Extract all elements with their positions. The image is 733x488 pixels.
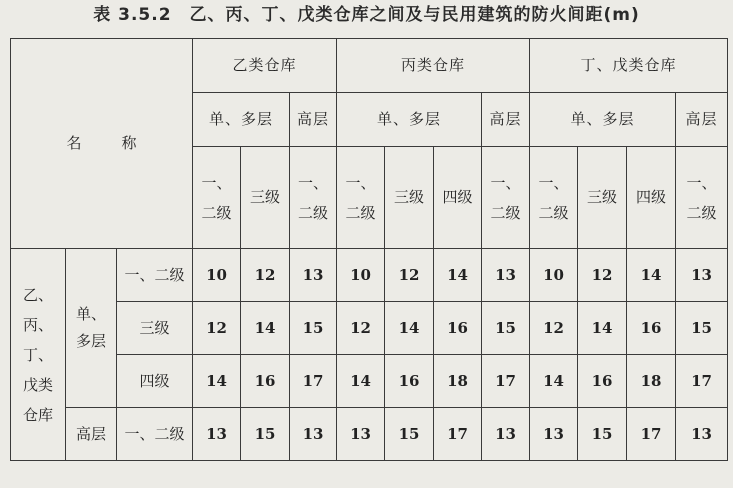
grade-header-ding-3: 三级	[578, 147, 627, 249]
table-cell: 12	[530, 302, 578, 355]
grade-header-bing-4: 四级	[434, 147, 482, 249]
grade-header-bing-12	[337, 147, 385, 249]
table-cell: 12	[241, 249, 290, 302]
table-cell: 16	[385, 355, 434, 408]
grade-12-line2: 二级	[538, 203, 569, 222]
table-cell: 13	[337, 408, 385, 461]
table-cell: 13	[530, 408, 578, 461]
table-cell: 16	[578, 355, 627, 408]
table-cell: 18	[434, 355, 482, 408]
table-cell: 14	[385, 302, 434, 355]
group-header-ding: 丁、戊类仓库	[530, 39, 728, 93]
sub-header-yi-multi: 单、多层	[193, 93, 290, 147]
fire-distance-table	[10, 38, 728, 461]
table-cell: 13	[676, 408, 728, 461]
row-header-category	[11, 249, 66, 461]
corner-header	[11, 39, 193, 249]
table-cell: 13	[482, 408, 530, 461]
table-cell: 18	[627, 355, 676, 408]
table-row	[11, 249, 728, 302]
table-cell: 14	[193, 355, 241, 408]
table-cell: 13	[290, 249, 337, 302]
table-cell: 16	[627, 302, 676, 355]
table-cell: 14	[337, 355, 385, 408]
table-cell: 16	[241, 355, 290, 408]
table-cell: 12	[337, 302, 385, 355]
sub-header-bing-multi: 单、多层	[337, 93, 482, 147]
table-row	[11, 302, 728, 355]
grade-12-line1: 一、	[298, 173, 329, 192]
table-cell: 13	[482, 249, 530, 302]
table-row	[11, 355, 728, 408]
table-cell: 10	[530, 249, 578, 302]
row-header-high: 高层	[66, 408, 117, 461]
group-header-bing: 丙类仓库	[337, 39, 530, 93]
table-cell: 14	[530, 355, 578, 408]
header-row-1	[11, 39, 728, 93]
table-caption: 表 3.5.2 乙、丙、丁、戊类仓库之间及与民用建筑的防火间距(m)	[93, 5, 640, 25]
table-cell: 12	[193, 302, 241, 355]
table-cell: 13	[193, 408, 241, 461]
table-cell: 15	[676, 302, 728, 355]
grade-12-line2: 二级	[201, 203, 232, 222]
grade-12-line1: 一、	[201, 173, 232, 192]
corner-label-2: 称	[121, 134, 137, 152]
table-cell: 14	[627, 249, 676, 302]
sub-header-yi-high: 高层	[290, 93, 337, 147]
table-cell: 17	[290, 355, 337, 408]
category-line: 丙、	[22, 315, 53, 334]
table-cell: 13	[290, 408, 337, 461]
table-cell: 17	[482, 355, 530, 408]
category-line: 戊类	[22, 375, 53, 394]
category-line: 乙、	[22, 285, 53, 304]
table-row	[11, 408, 728, 461]
grade-12-line1: 一、	[345, 173, 376, 192]
grade-12-line2: 二级	[345, 203, 376, 222]
table-cell: 15	[241, 408, 290, 461]
row-header-multi	[66, 249, 117, 408]
sub-header-bing-high: 高层	[482, 93, 530, 147]
group-header-yi: 乙类仓库	[193, 39, 337, 93]
row-header-grade-12: 一、二级	[117, 249, 193, 302]
grade-12-line1: 一、	[686, 173, 717, 192]
grade-header-bing-3: 三级	[385, 147, 434, 249]
grade-header-yi-high-12	[290, 147, 337, 249]
grade-12-line1: 一、	[538, 173, 569, 192]
row-header-grade-12: 一、二级	[117, 408, 193, 461]
table-cell: 13	[676, 249, 728, 302]
grade-header-yi-3: 三级	[241, 147, 290, 249]
table-cell: 14	[578, 302, 627, 355]
sub-header-ding-high: 高层	[676, 93, 728, 147]
grade-header-ding-high-12	[676, 147, 728, 249]
table-cell: 14	[434, 249, 482, 302]
category-line: 丁、	[22, 345, 53, 364]
grade-header-ding-4: 四级	[627, 147, 676, 249]
table-cell: 17	[627, 408, 676, 461]
table-cell: 16	[434, 302, 482, 355]
table-cell: 12	[385, 249, 434, 302]
table-cell: 15	[578, 408, 627, 461]
grade-header-yi-12	[193, 147, 241, 249]
table-cell: 15	[482, 302, 530, 355]
table-cell: 17	[676, 355, 728, 408]
table-cell: 10	[337, 249, 385, 302]
table-cell: 17	[434, 408, 482, 461]
table-cell: 10	[193, 249, 241, 302]
row-header-grade-4: 四级	[117, 355, 193, 408]
sub-header-ding-multi: 单、多层	[530, 93, 676, 147]
multi-line: 单、	[75, 305, 106, 323]
grade-12-line2: 二级	[490, 203, 521, 222]
grade-header-bing-high-12	[482, 147, 530, 249]
table-cell: 15	[385, 408, 434, 461]
row-header-grade-3: 三级	[117, 302, 193, 355]
grade-12-line1: 一、	[490, 173, 521, 192]
table-cell: 12	[578, 249, 627, 302]
grade-header-ding-12	[530, 147, 578, 249]
multi-line: 多层	[75, 332, 106, 350]
table-cell: 15	[290, 302, 337, 355]
category-line: 仓库	[22, 405, 53, 424]
grade-12-line2: 二级	[686, 203, 717, 222]
table-cell: 14	[241, 302, 290, 355]
grade-12-line2: 二级	[298, 203, 329, 222]
corner-label-1: 名	[66, 134, 82, 152]
